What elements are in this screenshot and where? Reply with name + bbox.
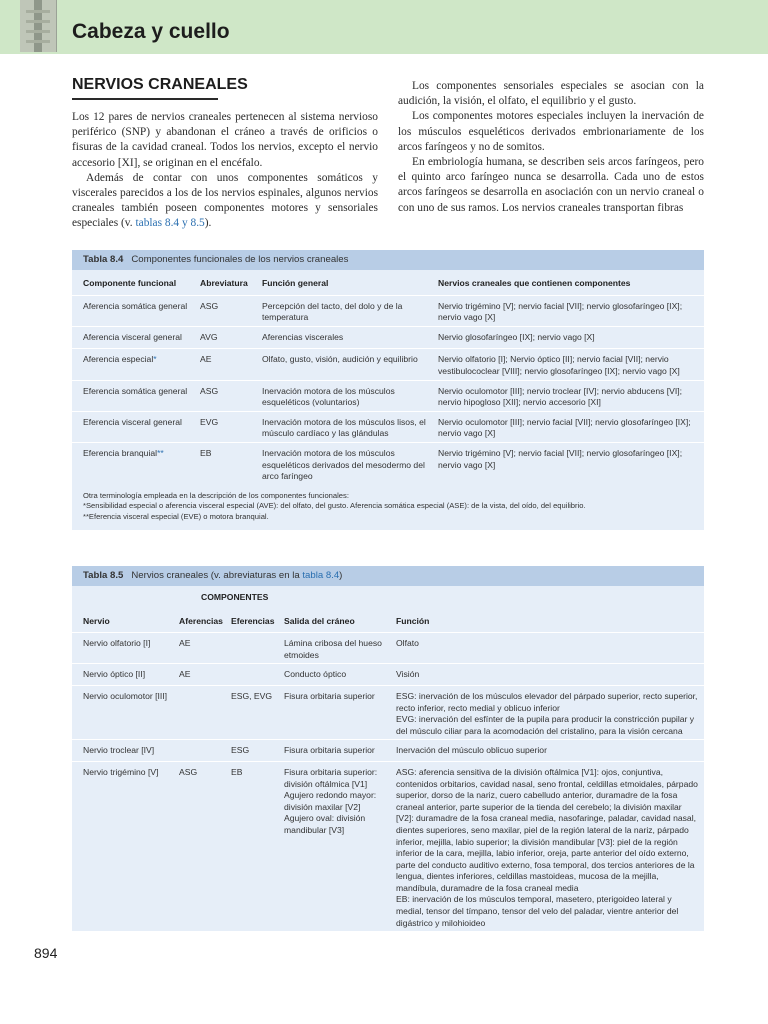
chapter-title: Cabeza y cuello bbox=[72, 20, 230, 43]
table-row: Aferencia especial* AE Olfato, gusto, visión, audición y equilibrio Nervio olfatorio [I]; Nervio óptico [II]; nervio facial [VII]; nervio vestibulococlear [VIII]; nervio glosofaríngeo [IX]; nervio vago [X] bbox=[72, 349, 704, 380]
table-row: Nervio óptico [II] AE Conducto óptico Visión bbox=[72, 664, 704, 686]
table-row: Eferencia visceral general EVG Inervación motora de los músculos lisos, el músculo cardíaco y las glándulas Nervio oculomotor [III]; nervio facial [VII]; nervio glosofaríngeo [IX]; nervio vago [X] bbox=[72, 411, 704, 442]
section-title: NERVIOS CRANEALES bbox=[72, 76, 248, 93]
table-row: Nervio oculomotor [III] ESG, EVG Fisura orbitaria superior ESG: inervación de los músculos elevador del párpado superior, recto superior, recto inferior, recto medial y oblicuo inferior EVG: inervación del esfínter de la pupila para producir la constricción pupilar y del músculo ciliar para la acomodación del cristalino, para la visión cercana bbox=[72, 685, 704, 739]
left-text-column bbox=[72, 110, 378, 232]
footnote: **Eferencia visceral especial (EVE) o motora branquial. bbox=[83, 511, 269, 521]
column-header: Nervio bbox=[83, 615, 110, 626]
skeleton-thumbnail-icon bbox=[20, 0, 56, 52]
paragraph: Los componentes sensoriales especiales se asocian con la audición, la visión, el olfato, el equilibrio y el gusto. bbox=[398, 80, 704, 108]
table-row: Nervio trigémino [V] ASG EB Fisura orbitaria superior: división oftálmica [V1] Agujero redondo mayor: división maxilar [V2] Agujero oval: división mandibular [V3] ASG: aferencia sensitiva de la división oftálmica [V1]: ojos, conjuntiva, contenidos orbitarios, cavidad nasal, seno frontal, celdillas etmoidales, párpado superior, dorso de la nariz, cuero cabelludo anterior, duramadre de la fosa craneal anterior, parte superior de la tienda del cerebelo; la división maxilar [V2]: duramadre de la fosa craneal media, nasofaringe, paladar, cavidad nasal, dientes superiores, seno maxilar, piel de la región lateral de la nariz, párpado inferior, mejilla, labio superior; la división mandibular [V3]: piel de la región inferior de la cara, mejilla, labio inferior, oreja, parte anterior del oído externo, parte del conducto auditivo externo, fosa temporal, dos tercios anteriores de la lengua, dientes inferiores, celdillas mastoideas, mucosa de la mejilla, mandíbula, duramadre de la fosa craneal media EB: inervación de los músculos temporal, masetero, pterigoideo lateral y medial, tensor del tímpano, tensor del velo del paladar, vientre anterior del digástrico y milohioideo bbox=[72, 761, 704, 931]
table-caption: Tabla 8.5 Nervios craneales (v. abreviaturas en la tabla 8.4) bbox=[72, 566, 704, 586]
table-reference-link[interactable]: tabla 8.4 bbox=[302, 570, 340, 581]
page-number: 894 bbox=[34, 945, 58, 961]
column-header: Componente funcional bbox=[83, 278, 177, 288]
paragraph: Los componentes motores especiales incluyen la inervación de los músculos esqueléticos derivados embrionariamente de los arcos faríngeos y no de somitos. bbox=[398, 110, 704, 153]
section-title-underline bbox=[72, 98, 218, 100]
table-row: Nervio olfatorio [I] AE Lámina cribosa del hueso etmoides Olfato bbox=[72, 633, 704, 664]
table-row: Nervio troclear [IV] ESG Fisura orbitaria superior Inervación del músculo oblicuo superior bbox=[72, 740, 704, 762]
column-header: Abreviatura bbox=[200, 278, 248, 288]
column-header: Aferencias bbox=[179, 615, 223, 626]
components-group-header: COMPONENTES bbox=[201, 592, 269, 602]
column-header: Eferencias bbox=[231, 615, 275, 626]
footnote: *Sensibilidad especial o aferencia visceral especial (AVE): del olfato, del gusto. Aferencia somática especial (ASE): de la vista, del oído, del equilibrio. bbox=[83, 501, 586, 511]
cranial-nerves-table bbox=[72, 586, 704, 931]
table-row: Eferencia branquial** EB Inervación motora de los músculos esqueléticos derivados del mesodermo del arco faríngeo Nervio trigémino [V]; nervio facial [VII]; nervio glosofaríngeo [IX]; nervio vago [X] bbox=[72, 442, 704, 484]
footnote: Otra terminología empleada en la descripción de los componentes funcionales: bbox=[83, 490, 349, 500]
table-reference-link[interactable]: tablas 8.4 y 8.5 bbox=[135, 217, 205, 230]
column-header: Función bbox=[396, 615, 430, 626]
chapter-thumbnail-image bbox=[20, 0, 57, 52]
paragraph: Además de contar con unos componentes somáticos y viscerales parecidos a los de los nervios espinales, algunos nervios craneales también poseen componentes motores y sensoriales especiales (v. tablas 8.4 y 8.5). bbox=[72, 171, 378, 230]
right-text-column bbox=[398, 79, 704, 216]
paragraph: En embriología humana, se describen seis arcos faríngeos, pero el quinto arco faríngeo nunca se desarrolla. Cada uno de estos arcos faríngeos se desarrolla en asociación con un nervio craneal o con uno de sus ramos. Los nervios craneales transportan fibras bbox=[398, 156, 704, 214]
column-header: Salida del cráneo bbox=[284, 615, 355, 626]
table-row: Aferencia somática general ASG Percepción del tacto, del dolo y de la temperatura Nervio trigémino [V]; nervio facial [VII]; nervio glosofaríngeo [IX]; nervio vago [X] bbox=[72, 295, 704, 326]
table-footnotes bbox=[72, 485, 704, 530]
paragraph: Los 12 pares de nervios craneales pertenecen al sistema nervioso periférico (SNP) y abandonan el cráneo a través de orificios o fisuras de la cavidad craneal. Todos los nervios, excepto el nervio accesorio [XI], se originan en el encéfalo. bbox=[72, 111, 378, 169]
column-header: Función general bbox=[262, 278, 329, 288]
table-caption: Tabla 8.4 Componentes funcionales de los nervios craneales bbox=[72, 250, 704, 270]
functional-components-table bbox=[72, 270, 704, 485]
table-8-4 bbox=[72, 250, 704, 530]
column-header: Nervios craneales que contienen componentes bbox=[438, 278, 631, 288]
table-row: Aferencia visceral general AVG Aferencias viscerales Nervio glosofaríngeo [IX]; nervio vago [X] bbox=[72, 326, 704, 349]
table-row: Eferencia somática general ASG Inervación motora de los músculos esqueléticos (voluntarios) Nervio oculomotor [III]; nervio troclear [IV]; nervio abducens [VI]; nervio hipogloso [XII]; nervio accesorio [XI] bbox=[72, 380, 704, 411]
table-8-5 bbox=[72, 566, 704, 931]
